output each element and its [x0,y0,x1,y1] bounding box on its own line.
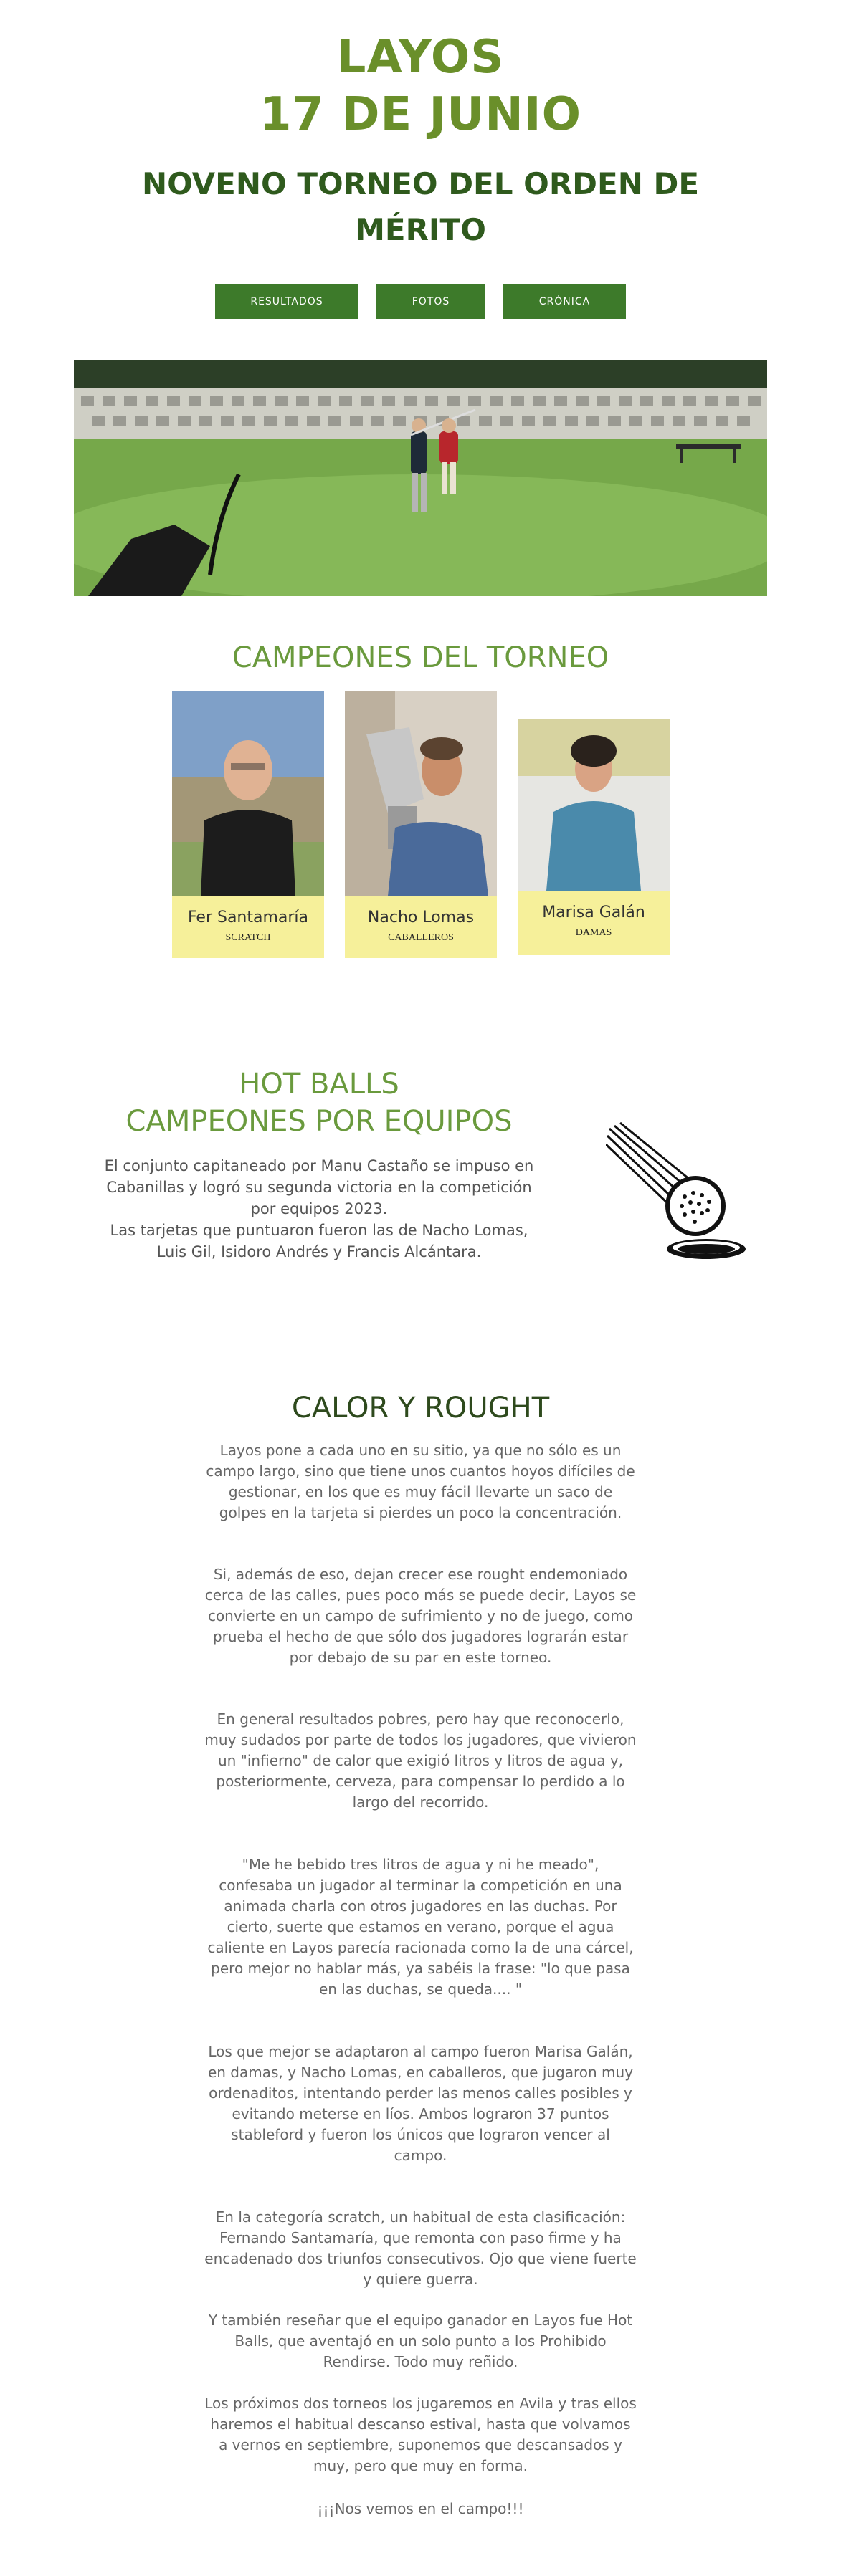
team-text-line: Luis Gil, Isidoro Andrés y Francis Alcántara. [156,1243,482,1260]
photos-button[interactable]: FOTOS [376,284,485,319]
results-button[interactable]: RESULTADOS [215,284,358,319]
champion-card-scratch [172,691,324,958]
champion-card-caballeros [345,691,497,958]
chronicle-paragraph: Si, además de eso, dejan crecer ese rought endemoniado cerca de las calles, pues poco más se puede decir, Layos se convierte en un campo de sufrimiento y no de juego, como prueba el hecho de que sólo dos jugadores lograrán estar por debajo de su par en este torneo. [204,1566,637,1666]
champion-name: Fer Santamaría [187,909,309,927]
chronicle-paragraph: "Me he bebido tres litros de agua y ni he meado", confesaba un jugador al terminar la competición en una animada charla con otros jugadores en las duchas. Por cierto, suerte que estamos en verano, porque el agua caliente en Layos parecía racionada como la de una cárcel, pero mejor no hablar más, ya sabéis la frase: "lo que pasa en las duchas, se queda.... " [207,1856,634,1998]
team-name: HOT BALLS [239,1068,399,1101]
champion-photo [172,691,324,896]
champion-category: SCRATCH [225,932,271,943]
chronicle-paragraph: En la categoría scratch, un habitual de esta clasificación: Fernando Santamaría, que remonta con paso firme y ha encadenado dos triunfos consecutivos. Ojo que viene fuerte y quiere guerra. [204,2208,637,2288]
champion-name: Marisa Galán [542,904,645,921]
chronicle-paragraph: Y también reseñar que el equipo ganador en Layos fue Hot Balls, que aventajó en un solo punto a los Prohibido Rendirse. Todo muy reñido. [208,2312,633,2370]
page-header-location [0,29,841,143]
chronicle-button[interactable]: CRÓNICA [503,284,626,319]
golf-ball-icon [606,1121,749,1272]
team-champions-title [57,1066,581,1140]
team-description [72,1155,566,1263]
nav-buttons [0,284,841,319]
chronicle-title: CALOR Y ROUGHT [291,1392,550,1425]
champion-category: DAMAS [575,927,612,938]
champion-photo [518,719,670,891]
location-heading: LAYOS [336,31,505,84]
team-text-line: Cabanillas y logró su segunda victoria en la competición [106,1179,532,1196]
chronicle-paragraph: Los que mejor se adaptaron al campo fueron Marisa Galán, en damas, y Nacho Lomas, en caballeros, que jugaron muy ordenaditos, intentando perder las menos calles posibles y evitando meterse en líos. Ambos lograron 37 puntos stableford y fueron los únicos que lograron vencer al campo. [207,2043,634,2164]
champion-name: Nacho Lomas [367,909,475,927]
hero-golf-photo [74,360,767,596]
team-subtitle: CAMPEONES POR EQUIPOS [125,1105,513,1138]
date-heading: 17 DE JUNIO [259,88,582,141]
champion-category: CABALLEROS [388,932,454,943]
champion-card-damas [518,719,670,955]
tournament-title: NOVENO TORNEO DEL ORDEN DE MÉRITO [141,166,700,247]
chronicle-paragraph: En general resultados pobres, pero hay que reconocerlo, muy sudados por parte de todos los jugadores, que vivieron un "infierno" de calor que exigió litros y litros de agua y, posteriormente, cerveza, para compensar lo perdido a lo largo del recorrido. [204,1710,637,1811]
chronicle-paragraph: Layos pone a cada uno en su sitio, ya que no sólo es un campo largo, sino que tiene unos cuantos hoyos difíciles de gestionar, en los que es muy fácil llevarte un saco de golpes en la tarjeta si pierdes un poco la concentración. [206,1442,635,1521]
chronicle-paragraph: Los próximos dos torneos los jugaremos en Avila y tras ellos haremos el habitual descanso estival, hasta que volvamos a vernos en septiembre, suponemos que descansados y muy, pero que muy en forma. [204,2395,637,2474]
champions-title: CAMPEONES DEL TORNEO [232,641,609,674]
team-text-line: Las tarjetas que puntuaron fueron las de Nacho Lomas, [110,1222,528,1239]
chronicle-closing: ¡¡¡Nos vemos en el campo!!! [317,2500,524,2517]
team-text-line: por equipos 2023. [250,1200,388,1217]
team-text-line: El conjunto capitaneado por Manu Castaño se impuso en [104,1157,534,1174]
champion-photo [345,691,497,896]
